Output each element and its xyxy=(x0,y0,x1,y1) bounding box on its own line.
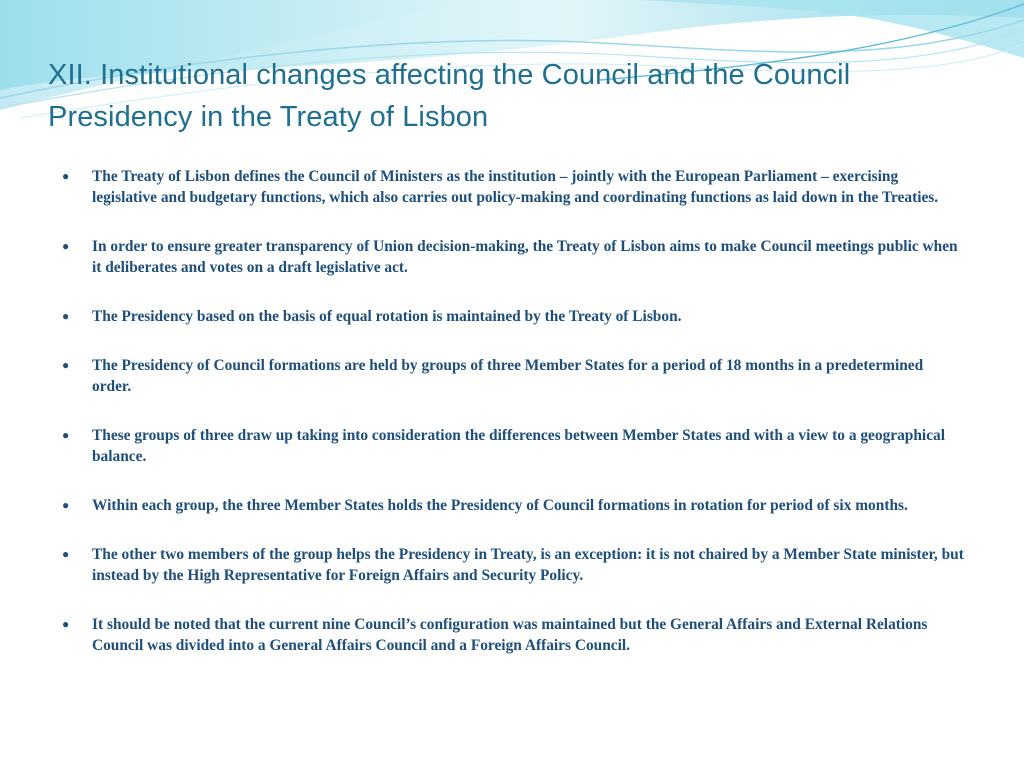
bullet-item xyxy=(60,425,965,467)
bullet-point-icon: ● xyxy=(62,617,70,631)
bullet-text: The Presidency based on the basis of equal rotation is maintained by the Treaty of Lisbon. xyxy=(92,308,682,325)
bullet-item xyxy=(60,355,965,397)
bullet-item xyxy=(60,495,965,516)
bullet-item xyxy=(60,236,965,278)
bullet-item xyxy=(60,166,965,208)
bullet-point-icon: ● xyxy=(62,498,70,512)
bullet-point-icon: ● xyxy=(62,428,70,442)
bullet-text: It should be noted that the current nine Council’s configuration was maintained but the General Affairs and External Relations Council was divided into a General Affairs Council and a Foreign Affairs Council. xyxy=(92,616,928,654)
bullet-item xyxy=(60,544,965,586)
bullet-point-icon: ● xyxy=(62,309,70,323)
bullet-point-icon: ● xyxy=(62,358,70,372)
bullet-text: The Treaty of Lisbon defines the Council of Ministers as the institution – jointly with the European Parliament – exercising legislative and budgetary functions, which also carries out policy-making and coordinating functions as laid down in the Treaties. xyxy=(92,168,939,206)
bullet-text: The other two members of the group helps the Presidency in Treaty, is an exception: it is not chaired by a Member State minister, but instead by the High Representative for Foreign Affairs and Security Policy. xyxy=(92,546,964,584)
slide-title: XII. Institutional changes affecting the Council and the Council Presidency in the Treaty of Lisbon xyxy=(48,59,851,133)
bullet-point-icon: ● xyxy=(62,547,70,561)
bullet-list xyxy=(60,166,965,684)
bullet-point-icon: ● xyxy=(62,239,70,253)
bullet-text: In order to ensure greater transparency of Union decision-making, the Treaty of Lisbon aims to make Council meetings public when it deliberates and votes on a draft legislative act. xyxy=(92,238,958,276)
bullet-text: These groups of three draw up taking into consideration the differences between Member States and with a view to a geographical balance. xyxy=(92,427,945,465)
bullet-item xyxy=(60,614,965,656)
bullet-item xyxy=(60,306,965,327)
bullet-point-icon: ● xyxy=(62,169,70,183)
bullet-text: The Presidency of Council formations are held by groups of three Member States for a period of 18 months in a predetermined order. xyxy=(92,357,924,395)
bullet-text: Within each group, the three Member States holds the Presidency of Council formations in rotation for period of six months. xyxy=(92,497,908,514)
